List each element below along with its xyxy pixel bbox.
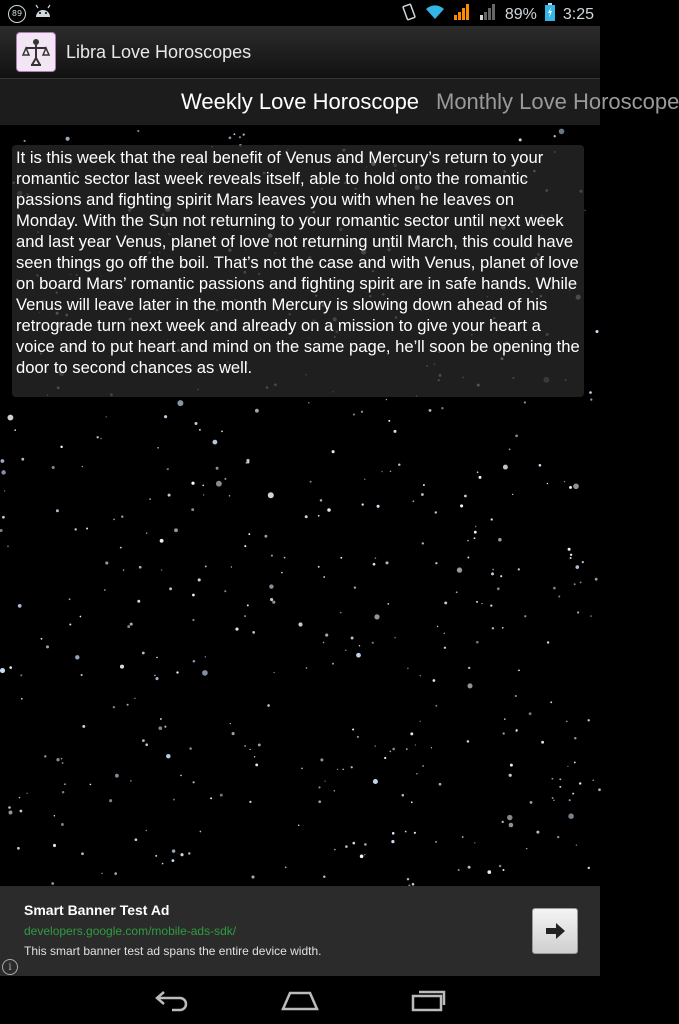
back-button[interactable]: [142, 984, 202, 1016]
ad-banner[interactable]: [0, 886, 600, 976]
battery-charging-icon: [545, 3, 555, 26]
tab-weekly-love-horoscope[interactable]: Weekly Love Horoscope: [181, 89, 420, 114]
android-debug-icon: [34, 4, 52, 23]
app-bar: [0, 26, 600, 79]
recent-apps-button[interactable]: [398, 984, 458, 1016]
status-bar: [0, 0, 600, 26]
signal-icon: [453, 3, 471, 26]
ad-title[interactable]: Smart Banner Test Ad: [24, 902, 170, 918]
vibrate-icon: [401, 3, 417, 26]
notification-badge-number: 89: [11, 9, 23, 18]
wifi-icon: [425, 4, 445, 25]
signal-2-icon: [479, 3, 497, 26]
horoscope-text-card: [12, 145, 584, 397]
battery-percent: 89%: [504, 5, 537, 23]
ad-description: This smart banner test ad spans the entire device width.: [24, 944, 322, 958]
horoscope-content[interactable]: [0, 125, 600, 886]
navigation-bar: [0, 976, 600, 1024]
info-icon[interactable]: i: [2, 959, 18, 975]
notification-89-icon: [8, 5, 26, 23]
recent-apps-icon: [410, 988, 446, 1012]
ad-open-button[interactable]: [532, 908, 578, 954]
app-title: Libra Love Horoscopes: [66, 42, 252, 62]
clock: 3:25: [562, 5, 594, 23]
back-icon: [154, 989, 190, 1011]
home-icon: [280, 989, 320, 1011]
tab-strip: [0, 79, 679, 125]
ad-url[interactable]: developers.google.com/mobile-ads-sdk/: [24, 924, 237, 938]
horoscope-text: It is this week that the real benefit of Venus and Mercury’s return to your romantic sector last week reveals itself, able to hold onto the romantic passions and fighting spirit Mars leaves you with when he leaves on Monday. With the Sun not returning to your romantic sector until next week and last year Venus, planet of love not returning until March, this could have seen things go off the boil. That’s not the case and with Venus, planet of love on board Mars’ romantic passions and fighting spirit are in safe hands. While Venus will leave later in the month Mercury is slowing down ahead of his retrograde turn next week and already on a mission to give your heart a voice and to put heart and mind on the same page, he’ll soon be opening the door to second chances as well.: [16, 148, 580, 377]
home-button[interactable]: [270, 984, 330, 1016]
arrow-right-icon: [544, 922, 566, 940]
tab-monthly-love-horoscope[interactable]: Monthly Love Horoscope: [436, 89, 679, 114]
libra-scales-icon[interactable]: [16, 32, 56, 72]
